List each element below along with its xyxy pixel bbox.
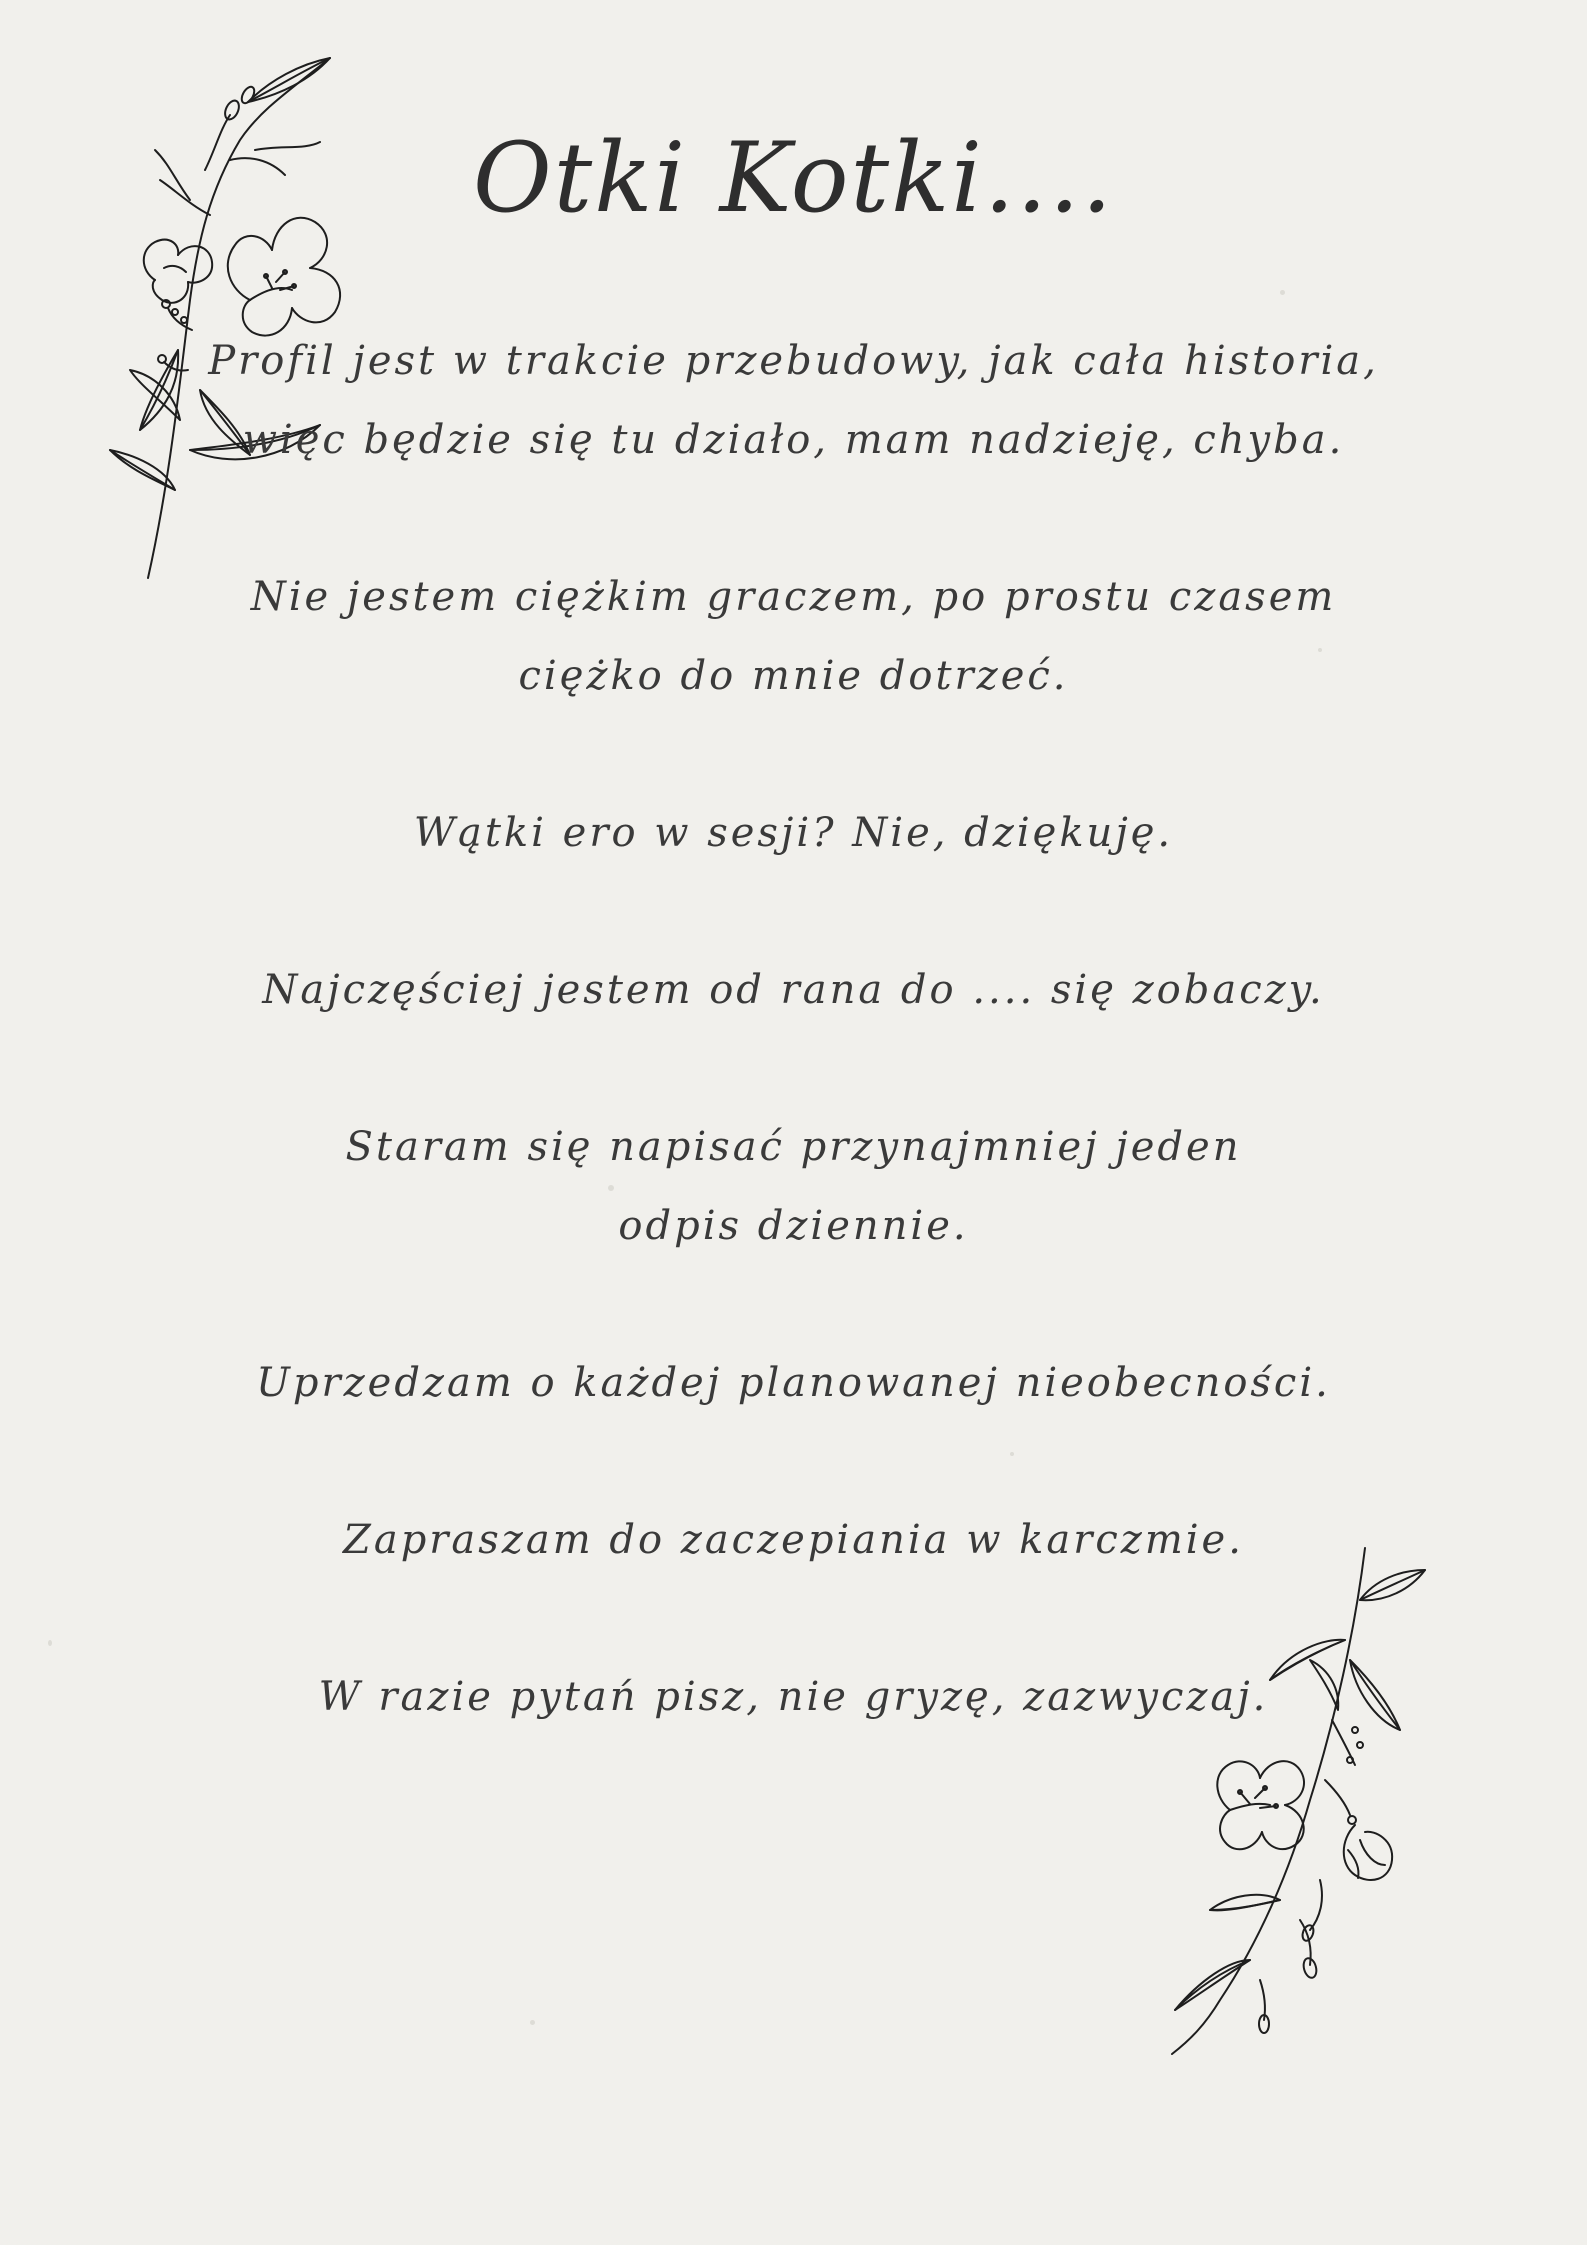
paragraph-posting-frequency: Staram się napisać przynajmniej jeden odpis dziennie.	[345, 1124, 1242, 1249]
paragraph-profile-status: Profil jest w trakcie przebudowy, jak cała historia, więc będzie się tu działo, mam nadzieję, chyba.	[208, 338, 1379, 463]
paper-speck	[48, 1640, 52, 1646]
paragraph-content-preferences: Wątki ero w sesji? Nie, dziękuję.	[413, 810, 1174, 856]
paragraph-availability: Nie jestem ciężkim graczem, po prostu czasem ciężko do mnie dotrzeć.	[250, 574, 1337, 699]
paragraph-questions: W razie pytań pisz, nie gryzę, zazwyczaj.	[318, 1674, 1269, 1720]
content-body	[150, 322, 1437, 1737]
paragraph-invitation: Zapraszam do zaczepiania w karczmie.	[343, 1517, 1244, 1563]
paper-speck	[530, 2020, 535, 2025]
paragraph-activity-hours: Najczęściej jestem od rana do .... się zobaczy.	[262, 967, 1325, 1013]
paragraph-absence-notice: Uprzedzam o każdej planowanej nieobecności.	[256, 1360, 1331, 1406]
paper-speck	[1280, 290, 1285, 295]
page-title: Otki Kotki....	[472, 122, 1115, 234]
